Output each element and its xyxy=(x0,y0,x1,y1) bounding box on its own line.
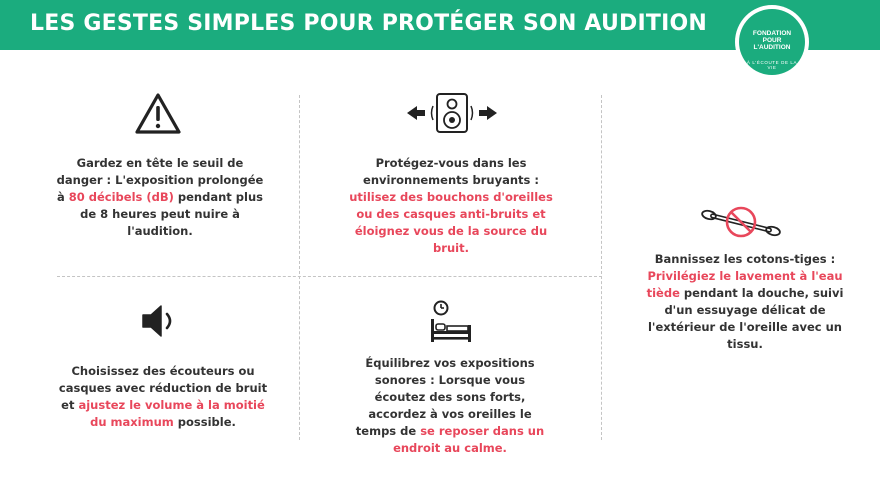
logo-line-1: FONDATION xyxy=(752,29,792,37)
tip-rest-highlight: se reposer dans un endroit au calme. xyxy=(393,424,545,455)
divider-vertical-2 xyxy=(601,95,602,440)
tip-volume-highlight: ajustez le volume à la moitié du maximum xyxy=(78,398,265,429)
volume-low-icon xyxy=(140,302,178,340)
tip-cotton-swabs: Bannissez les cotons-tiges : Privilégiez le lavement à l'eau tiède pendant la douche, suivi d'un essuyage délicat de l'extérieur de l'oreille avec un tissu. xyxy=(646,252,844,351)
divider-horizontal xyxy=(57,276,602,277)
tip-rest-ears: Équilibrez vos expositions sonores : Lorsque vous écoutez des sons forts, accordez à vos oreilles le temps de se reposer dans un endroit au calme. xyxy=(355,356,545,455)
bed-clock-icon xyxy=(428,299,474,345)
tip-danger-threshold: Gardez en tête le seuil de danger : L'exposition prolongée à 80 décibels (dB) pendant plus de 8 heures peut nuire à l'audition. xyxy=(56,156,264,238)
speaker-icon xyxy=(405,92,499,134)
cotton-swab-prohibited-icon xyxy=(700,205,782,241)
logo-line-3: L'AUDITION xyxy=(753,43,791,51)
tip-noisy-environments: Protégez-vous dans les environnements bruyants : utilisez des bouchons d'oreilles ou des casques anti-bruits et éloignez vous de la source du bruit. xyxy=(349,156,553,255)
tip-danger-highlight: 80 décibels (dB) xyxy=(68,190,174,204)
logo-tagline: À L'ÉCOUTE DE LA VIE xyxy=(746,60,798,70)
divider-vertical-1 xyxy=(299,95,300,440)
page-title: LES GESTES SIMPLES POUR PROTÉGER SON AUDITION xyxy=(30,11,707,36)
tip-noisy-highlight: utilisez des bouchons d'oreilles ou des casques anti-bruits et éloignez vous de la source du bruit. xyxy=(349,190,553,255)
warning-triangle-icon xyxy=(134,92,182,136)
tip-headphones-volume: Choisissez des écouteurs ou casques avec réduction de bruit et ajustez le volume à la moitié du maximum possible. xyxy=(58,364,268,429)
logo-line-2: POUR xyxy=(762,36,782,44)
tip-cotton-highlight: Privilégiez le lavement à l'eau tiède xyxy=(646,269,843,300)
